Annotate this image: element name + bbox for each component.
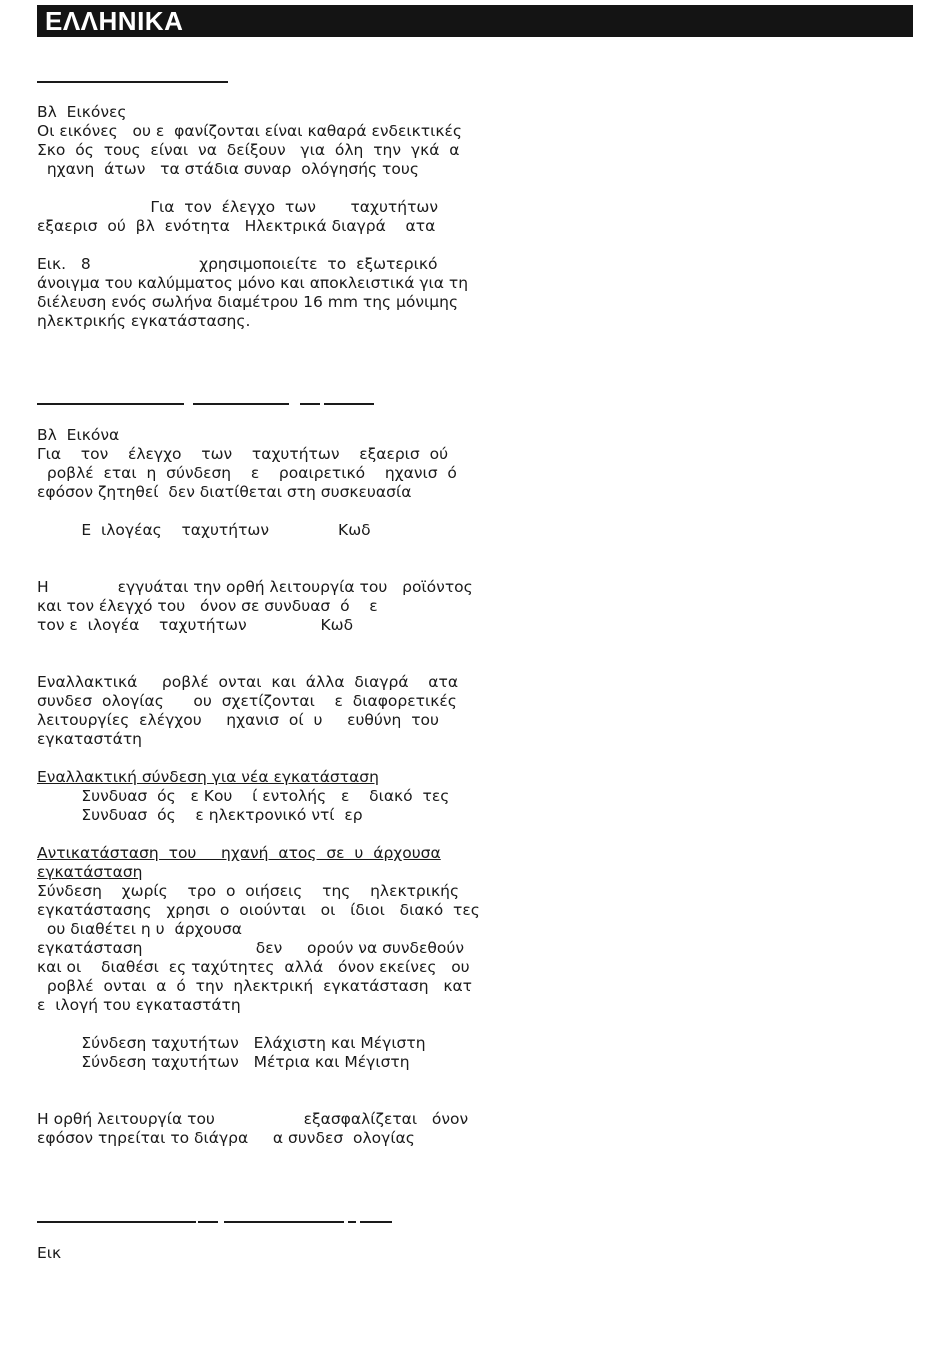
text-line: ροβλέ εται η σύνδεση ε ροαιρετικό ηχανισ ό bbox=[37, 464, 457, 482]
section-rule-segment bbox=[300, 403, 320, 405]
text-line: άνοιγμα του καλύμματος μόνο και αποκλειστικά για τη bbox=[37, 274, 469, 292]
text-line: ηχανη άτων τα στάδια συναρ ολόγησής τους bbox=[37, 160, 419, 178]
text-line: Η ορθή λειτουργία του εξασφαλίζεται όνον bbox=[37, 1110, 469, 1128]
text-line: Οι εικόνες ου ε φανίζονται είναι καθαρά ενδεικτικές bbox=[37, 122, 462, 140]
text-line: εφόσον τηρείται το διάγρα α συνδεσ ολογίας bbox=[37, 1129, 415, 1147]
text-line: Εναλλακτικά ροβλέ ονται και άλλα διαγρά ατα bbox=[37, 673, 459, 691]
subheading: Εναλλακτική σύνδεση για νέα εγκατάσταση bbox=[37, 768, 379, 786]
subheading: εγκατάσταση bbox=[37, 863, 143, 881]
section-rule bbox=[37, 81, 228, 83]
section-rule-segment bbox=[37, 403, 184, 405]
subheading: Αντικατάσταση του ηχανή ατος σε υ άρχουσα bbox=[37, 844, 441, 862]
text-line: Ε ιλογέας ταχυτήτων Κωδ bbox=[37, 521, 371, 539]
section-rule-segment bbox=[324, 403, 374, 405]
section-rule-segment bbox=[360, 1221, 392, 1223]
section-rule-segment bbox=[198, 1221, 218, 1223]
text-line: εγκατάσταση δεν ορούν να συνδεθούν bbox=[37, 939, 465, 957]
text-line: εγκατάστασης χρησι ο οιούνται οι ίδιοι διακό τες bbox=[37, 901, 480, 919]
text-line: Σκο ός τους είναι να δείξουν για όλη την γκά α bbox=[37, 141, 460, 159]
text-line: Εικ bbox=[37, 1244, 62, 1262]
section-rule-segment bbox=[224, 1221, 344, 1223]
text-line: εξαερισ ού βλ ενότητα Ηλεκτρικά διαγρά ατα bbox=[37, 217, 436, 235]
text-line: εγκαταστάτη bbox=[37, 730, 142, 748]
language-header bbox=[37, 5, 913, 37]
text-line: Για τον έλεγχο των ταχυτήτων bbox=[37, 198, 439, 216]
text-line: Συνδυασ ός ε ηλεκτρονικό ντί ερ bbox=[37, 806, 363, 824]
text-line: Συνδυασ ός ε Κου ί εντολής ε διακό τες bbox=[37, 787, 450, 805]
text-line: Βλ Εικόνες bbox=[37, 103, 127, 121]
text-line: Σύνδεση ταχυτήτων Μέτρια και Μέγιστη bbox=[37, 1053, 410, 1071]
text-line: Σύνδεση ταχυτήτων Ελάχιστη και Μέγιστη bbox=[37, 1034, 426, 1052]
text-line: Βλ Εικόνα bbox=[37, 426, 120, 444]
section-rule-segment bbox=[193, 403, 289, 405]
text-line: Για τον έλεγχο των ταχυτήτων εξαερισ ού bbox=[37, 445, 449, 463]
text-line: και τον έλεγχό του όνον σε συνδυασ ό ε bbox=[37, 597, 378, 615]
section-rule-segment bbox=[348, 1221, 356, 1223]
text-line: συνδεσ ολογίας ου σχετίζονται ε διαφορετικές bbox=[37, 692, 457, 710]
text-line: ου διαθέτει η υ άρχουσα bbox=[37, 920, 242, 938]
text-line: ε ιλογή του εγκαταστάτη bbox=[37, 996, 241, 1014]
text-line: Σύνδεση χωρίς τρο ο οιήσεις της ηλεκτρικής bbox=[37, 882, 460, 900]
text-line: διέλευση ενός σωλήνα διαμέτρου 16 mm της μόνιμης bbox=[37, 293, 459, 311]
text-line: ηλεκτρικής εγκατάστασης. bbox=[37, 312, 251, 330]
text-line: λειτουργίες ελέγχου ηχανισ οί υ ευθύνη του bbox=[37, 711, 439, 729]
section-rule-segment bbox=[37, 1221, 196, 1223]
text-line: Εικ. 8 χρησιμοποιείτε το εξωτερικό bbox=[37, 255, 438, 273]
text-line: και οι διαθέσι ες ταχύτητες αλλά όνον εκείνες ου bbox=[37, 958, 470, 976]
text-line: ροβλέ ονται α ό την ηλεκτρική εγκατάσταση κατ bbox=[37, 977, 473, 995]
text-line: τον ε ιλογέα ταχυτήτων Κωδ bbox=[37, 616, 354, 634]
language-title: ΕΛΛΗΝΙΚΑ bbox=[45, 6, 184, 36]
text-line: Η εγγυάται την ορθή λειτουργία του ροϊόντος bbox=[37, 578, 473, 596]
text-line: εφόσον ζητηθεί δεν διατίθεται στη συσκευασία bbox=[37, 483, 412, 501]
